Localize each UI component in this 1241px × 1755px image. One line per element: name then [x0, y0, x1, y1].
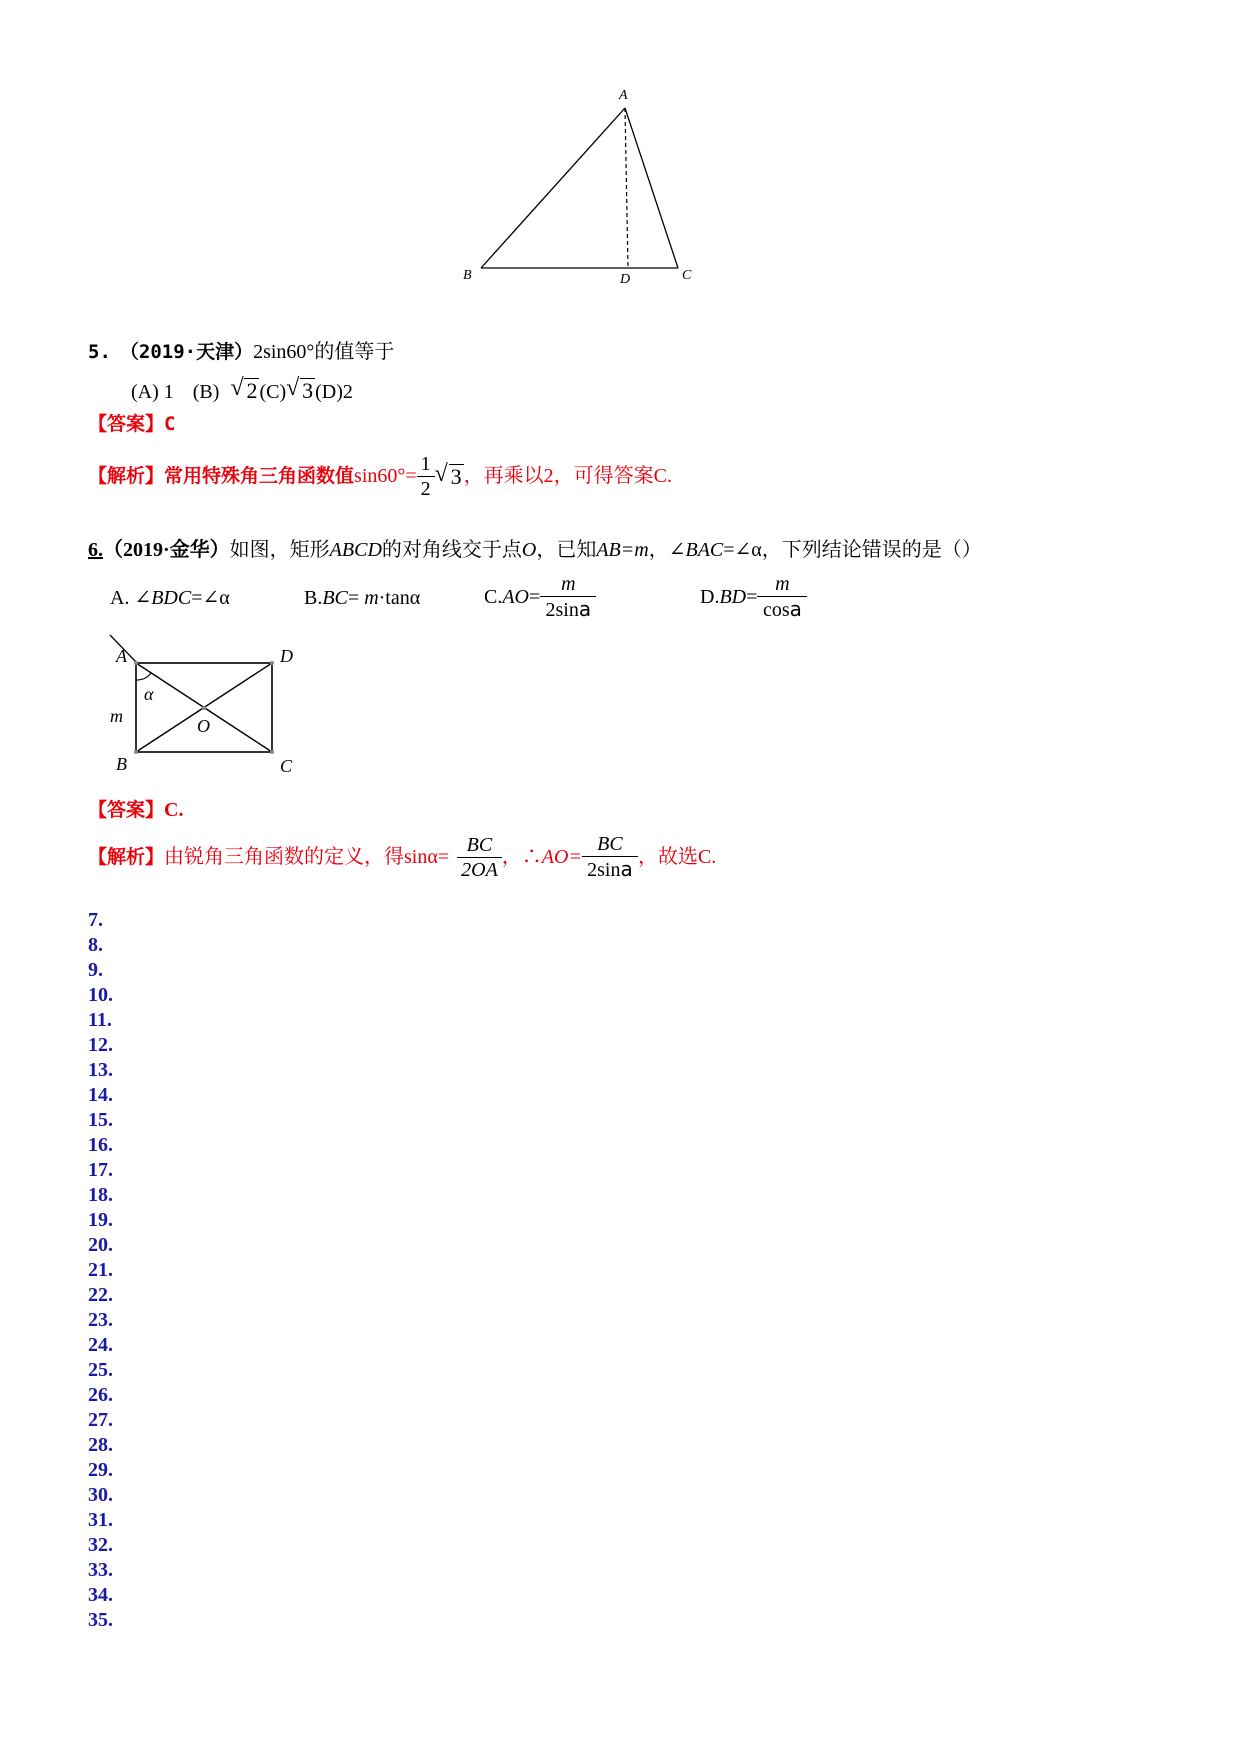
q6-analysis-fraction-1: $\frac{BC}{2OA}$: [457, 833, 502, 882]
list-item: 15.: [88, 1109, 113, 1131]
list-item: 14.: [88, 1084, 113, 1106]
q6-analysis-label: 【解析】: [88, 846, 165, 868]
q6-answer-value: C.: [164, 799, 184, 821]
q6-stem-text-1: 如图，矩形: [229, 539, 330, 561]
q6-stem-o: O: [521, 539, 537, 561]
sqrt-icon: √: [286, 375, 300, 401]
list-item: 13.: [88, 1059, 113, 1081]
list-item: 19.: [88, 1209, 113, 1231]
list-item: 28.: [88, 1434, 113, 1456]
list-item: 33.: [88, 1559, 113, 1581]
q5-analysis-sqrt: √ 3: [434, 460, 462, 489]
rect-label-a: A: [116, 646, 127, 666]
list-item: 34.: [88, 1584, 113, 1606]
list-item: 16.: [88, 1134, 113, 1156]
rect-label-b: B: [116, 754, 127, 774]
rectangle-figure: [100, 630, 320, 780]
q6-analysis-fraction-2: $\frac{BC}{2\sin a}$: [582, 832, 638, 882]
q5-analysis: [88, 448, 672, 504]
q6-stem-text-3: ，已知: [536, 539, 597, 561]
q6-option-b: B.BC= m·tanα: [304, 587, 421, 609]
q6-stem-abcd: ABCD: [329, 539, 382, 561]
list-item: 18.: [88, 1184, 113, 1206]
q5-stem: [88, 340, 394, 364]
label-d: D: [620, 272, 631, 287]
list-item: 23.: [88, 1309, 113, 1331]
q6-option-c-fraction: $\frac{m}{2\sin a}$: [540, 572, 596, 622]
rect-label-o: O: [197, 716, 210, 736]
q5-fraction: $\frac{1}{2}$: [417, 452, 435, 501]
list-item: 12.: [88, 1034, 113, 1056]
q5-answer-value: C: [164, 413, 176, 435]
q6-stem-text-5: =∠α，下列结论错误的是（）: [723, 539, 982, 561]
q6-analysis-text: 由锐角三角函数的定义，得sinα=: [164, 846, 450, 868]
rect-label-m: m: [110, 706, 123, 726]
triangle-diagram: [460, 90, 720, 290]
q6-stem-text-4: ，∠: [648, 539, 686, 561]
q6-source: （2019·金华）: [103, 539, 230, 561]
q5-analysis-label: 【解析】: [88, 465, 165, 487]
label-b: B: [463, 268, 472, 283]
list-item: 35.: [88, 1609, 113, 1631]
list-item: 8.: [88, 934, 103, 956]
sqrt-icon: √: [230, 375, 244, 401]
list-item: 7.: [88, 909, 103, 931]
list-item: 26.: [88, 1384, 113, 1406]
q6-analysis-sep: ，∴: [501, 846, 542, 868]
list-item: 17.: [88, 1159, 113, 1181]
sqrt-icon: √: [434, 460, 448, 487]
q5-analysis-expr: sin60°=: [354, 465, 417, 487]
q5-answer: [88, 412, 175, 436]
q5-analysis-bold: 常用特殊角三角函数值: [164, 465, 355, 487]
list-item: 10.: [88, 984, 113, 1006]
q6-number: 6.: [88, 539, 103, 561]
q5-number: 5.: [88, 341, 111, 363]
q6-option-d-fraction: $\frac{m}{\cos a}$: [757, 572, 807, 622]
q6-option-c: C. AO = $\frac{m}{2\sin a}$: [484, 572, 596, 622]
q5-option-a-label: (A): [131, 381, 159, 403]
q6-analysis-tail: ，故选C.: [637, 846, 717, 868]
q5-options: [131, 375, 353, 404]
q6-answer-label: 【答案】: [88, 799, 165, 821]
q6-analysis-ao: AO=: [541, 846, 582, 868]
list-item: 25.: [88, 1359, 113, 1381]
q6-answer: [88, 798, 183, 822]
list-item: 20.: [88, 1234, 113, 1256]
q5-analysis-tail: ，再乘以2，可得答案C.: [463, 465, 672, 487]
rect-label-alpha: α: [144, 684, 154, 704]
q5-option-b-sqrt: √ 2: [230, 375, 258, 403]
q6-option-d: D. BD = $\frac{m}{\cos a}$: [700, 572, 807, 622]
label-c: C: [682, 268, 692, 283]
q6-stem: [88, 538, 982, 562]
empty-question-list: [88, 908, 113, 1633]
q5-option-d-label: (D): [315, 381, 343, 403]
label-a: A: [619, 88, 628, 103]
q6-stem-ab: AB=m: [596, 539, 649, 561]
q5-option-b-label: (B): [192, 381, 220, 403]
q5-option-c-label: (C): [259, 381, 287, 403]
list-item: 11.: [88, 1009, 112, 1031]
q5-option-d-value: 2: [342, 381, 353, 403]
list-item: 27.: [88, 1409, 113, 1431]
list-item: 32.: [88, 1534, 113, 1556]
q6-stem-text-2: 的对角线交于点: [381, 539, 522, 561]
q6-option-a: A. ∠BDC=∠α: [110, 587, 230, 609]
rect-label-d: D: [280, 646, 293, 666]
q5-answer-label: 【答案】: [88, 413, 165, 435]
list-item: 9.: [88, 959, 103, 981]
q5-option-a-value: 1: [163, 381, 174, 403]
list-item: 31.: [88, 1509, 113, 1531]
list-item: 21.: [88, 1259, 113, 1281]
q5-question: 2sin60°的值等于: [253, 341, 395, 363]
list-item: 22.: [88, 1284, 113, 1306]
triangle-figure: [460, 90, 720, 290]
list-item: 29.: [88, 1459, 113, 1481]
list-item: 24.: [88, 1334, 113, 1356]
list-item: 30.: [88, 1484, 113, 1506]
rect-label-c: C: [280, 756, 293, 776]
q6-analysis: [88, 828, 716, 886]
q5-option-c-sqrt: √ 3: [286, 375, 314, 403]
q6-stem-bac: BAC: [685, 539, 724, 561]
q5-source: （2019·天津）: [119, 341, 254, 363]
